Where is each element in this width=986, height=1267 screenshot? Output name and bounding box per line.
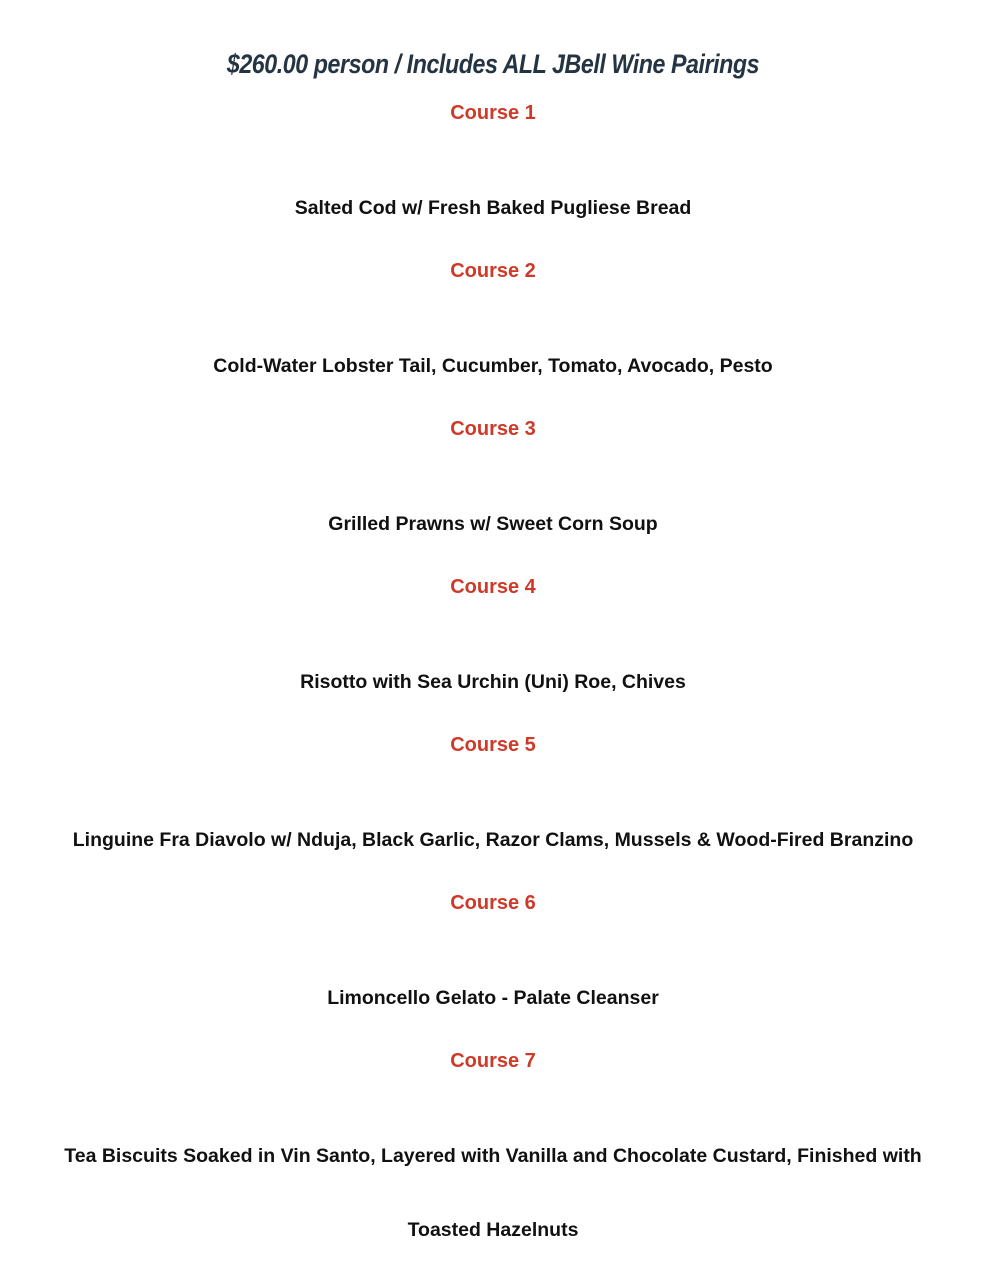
course-heading: Course 5 — [450, 734, 536, 756]
course-3 — [0, 414, 986, 561]
course-dish: Cold-Water Lobster Tail, Cucumber, Tomato, Avocado, Pesto — [213, 355, 773, 377]
course-5 — [0, 730, 986, 877]
course-dish: Limoncello Gelato - Palate Cleanser — [327, 987, 659, 1009]
course-dish: Tea Biscuits Soaked in Vin Santo, Layered with Vanilla and Chocolate Custard, Finished with Toasted Hazelnuts — [64, 1145, 922, 1241]
course-dish: Salted Cod w/ Fresh Baked Pugliese Bread — [294, 197, 692, 219]
course-heading: Course 3 — [450, 418, 536, 440]
course-heading: Course 7 — [450, 1050, 536, 1072]
course-heading: Course 4 — [450, 576, 536, 598]
course-4 — [0, 572, 986, 719]
course-dish: Risotto with Sea Urchin (Uni) Roe, Chives — [300, 671, 686, 693]
course-dish: Linguine Fra Diavolo w/ Nduja, Black Garlic, Razor Clams, Mussels & Wood-Fired Branzino — [72, 829, 914, 851]
course-6 — [0, 888, 986, 1035]
course-heading: Course 2 — [450, 260, 536, 282]
price-headline: $260.00 person / Includes ALL JBell Wine Pairings — [226, 49, 760, 79]
course-1 — [0, 98, 986, 245]
course-heading: Course 6 — [450, 892, 536, 914]
course-2 — [0, 256, 986, 403]
course-7 — [0, 1046, 986, 1267]
course-heading: Course 1 — [450, 102, 536, 124]
course-dish: Grilled Prawns w/ Sweet Corn Soup — [328, 513, 658, 535]
